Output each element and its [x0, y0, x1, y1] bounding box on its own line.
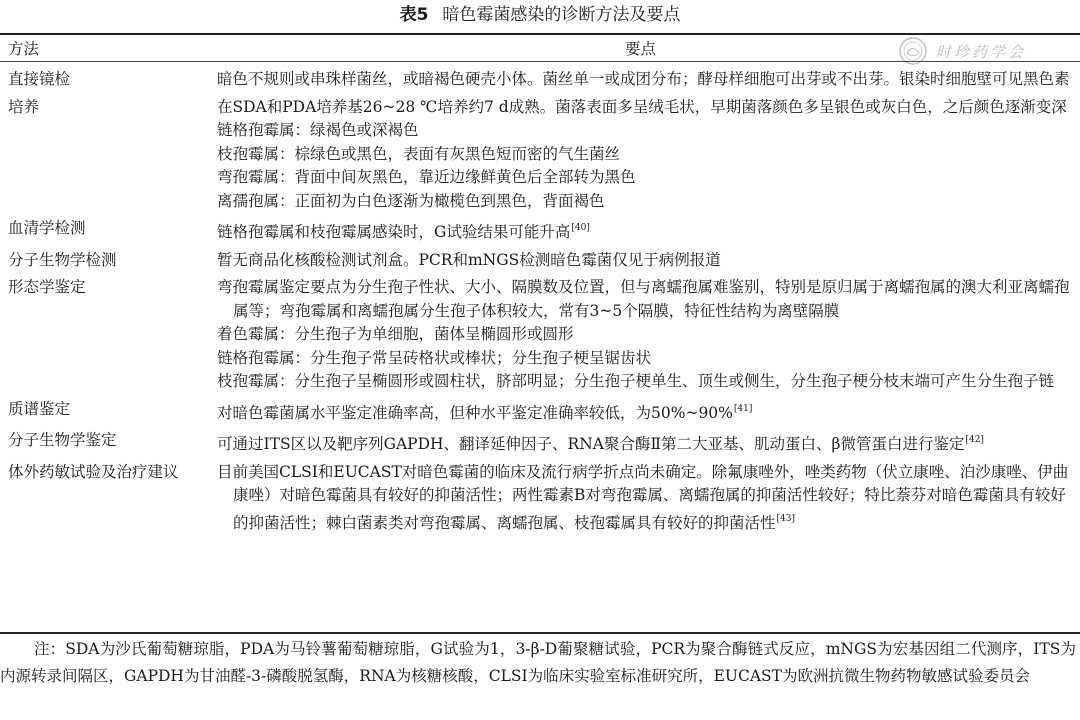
point-line	[217, 217, 1072, 245]
point-line	[217, 323, 1072, 347]
point-text: 枝孢霉属：分生孢子呈椭圆形或圆柱状，脐部明显；分生孢子梗单生、顶生或侧生，分生孢子梗分枝末端可产生分生孢子链	[217, 372, 1055, 390]
point-text: 暂无商品化核酸检测试剂盒。PCR和mNGS检测暗色霉菌仅见于病例报道	[217, 250, 721, 269]
row-points	[217, 217, 1072, 245]
point-line	[217, 429, 1072, 457]
point-text: 链格孢霉属和枝孢霉属感染时，G试验结果可能升高	[217, 223, 571, 241]
watermark-text: 时珍药学会	[936, 43, 1027, 61]
point-line	[217, 398, 1072, 426]
point-line	[217, 190, 1072, 214]
citation-ref: [42]	[965, 435, 984, 445]
table-row	[0, 96, 1080, 214]
note-text: 注：SDA为沙氏葡萄糖琼脂，PDA为马铃薯葡萄糖琼脂，G试验为1，3-β-D葡聚糖试验，PCR为聚合酶链式反应，mNGS为宏基因组二代测序，ITS为内源转录间隔区，GAPDH为甘油醛-3-磷酸脱氢酶，RNA为核糖核酸，CLSI为临床实验室标准研究所，EUCAST为欧洲抗微生物药物敏感试验委员会	[0, 640, 1076, 685]
point-line	[217, 370, 1072, 394]
table-row	[0, 398, 1080, 426]
point-text: 链格孢霉属：分生孢子常呈砖格状或棒状；分生孢子梗呈锯齿状	[217, 348, 652, 367]
row-points	[217, 96, 1072, 214]
citation-ref: [43]	[776, 513, 795, 524]
point-line	[217, 119, 1072, 143]
table-body	[0, 64, 1080, 535]
citation-ref: [41]	[733, 403, 753, 414]
table-caption	[0, 2, 1080, 28]
table-row	[0, 276, 1080, 394]
table-row	[0, 429, 1080, 457]
row-method: 直接镜检	[8, 70, 71, 88]
table-row	[0, 68, 1080, 92]
row-method: 培养	[8, 97, 40, 116]
point-text: 链格孢霉属：绿褐色或深褐色	[217, 121, 419, 139]
row-points	[217, 276, 1072, 394]
row-method: 分子生物学鉴定	[8, 431, 117, 449]
point-text: 在SDA和PDA培养基26~28 ℃培养约7 d成熟。菌落表面多呈绒毛状，早期菌落颜色多呈银色或灰白色，之后颜色逐渐变深	[217, 97, 1067, 116]
point-text: 枝孢霉属：棕绿色或黑色，表面有灰黑色短而密的气生菌丝	[217, 144, 621, 163]
point-text: 弯孢霉属：背面中间灰黑色，靠近边缘鲜黄色后全部转为黑色	[217, 168, 636, 186]
row-method: 血清学检测	[8, 219, 86, 237]
row-method: 体外药敏试验及治疗建议	[8, 462, 179, 481]
citation-ref: [40]	[571, 223, 590, 233]
table-note	[0, 636, 1076, 690]
row-points	[217, 398, 1072, 426]
table-title: 暗色霉菌感染的诊断方法及要点	[442, 5, 681, 25]
table-header-rule	[0, 61, 1080, 62]
point-text: 离孺孢属：正面初为白色逐渐为橄榄色到黑色，背面褐色	[217, 191, 605, 210]
table-number: 表5	[399, 5, 429, 25]
point-line	[217, 461, 1072, 536]
row-points	[217, 461, 1072, 536]
point-text: 着色霉属：分生孢子为单细胞，菌体呈椭圆形或圆形	[217, 325, 574, 343]
column-header-method: 方法	[8, 40, 40, 58]
row-method: 质谱鉴定	[8, 399, 71, 418]
table-row	[0, 461, 1080, 536]
point-line	[217, 96, 1072, 120]
row-points	[217, 429, 1072, 457]
point-text: 可通过ITS区以及靶序列GAPDH、翻译延伸因子、RNA聚合酶Ⅱ第二大亚基、肌动蛋白、β微管蛋白进行鉴定	[217, 435, 965, 453]
point-line	[217, 249, 1072, 273]
point-line	[217, 347, 1072, 371]
table-bottom-rule	[0, 632, 1080, 634]
point-text: 暗色不规则或串珠样菌丝，或暗褐色硬壳小体。菌丝单一或成团分布；酵母样细胞可出芽或不出芽。银染时细胞壁可见黑色素	[217, 70, 1070, 88]
row-points	[217, 249, 1072, 273]
point-text: 对暗色霉菌属水平鉴定准确率高，但种水平鉴定准确率较低，为50%~90%	[217, 403, 733, 422]
row-method: 形态学鉴定	[8, 278, 86, 296]
row-method: 分子生物学检测	[8, 250, 117, 269]
point-line	[217, 143, 1072, 167]
point-line	[217, 276, 1072, 323]
point-line	[217, 68, 1072, 92]
point-text: 目前美国CLSI和EUCAST对暗色霉菌的临床及流行病学折点尚未确定。除氟康唑外，唑类药物（伏立康唑、泊沙康唑、伊曲康唑）对暗色霉菌具有较好的抑菌活性；两性霉素B对弯孢霉属、离蠕孢属的抑菌活性较好；特比萘芬对暗色霉菌具有较好的抑菌活性；棘白菌素类对弯孢霉属、离蠕孢属、枝孢霉属具有较好的抑菌活性	[217, 462, 1069, 532]
table-row	[0, 217, 1080, 245]
point-line	[217, 166, 1072, 190]
column-header-points: 要点	[625, 40, 657, 58]
row-points	[217, 68, 1072, 92]
point-text: 弯孢霉属鉴定要点为分生孢子性状、大小、隔膜数及位置，但与离蠕孢属难鉴别，特别是原归属于离蠕孢属的澳大利亚离蠕孢属等；弯孢霉属和离蠕孢属分生孢子体积较大，常有3~5个隔膜，特征性结构为离壁隔膜	[217, 278, 1070, 320]
table-top-rule	[0, 33, 1080, 35]
table-row	[0, 249, 1080, 273]
